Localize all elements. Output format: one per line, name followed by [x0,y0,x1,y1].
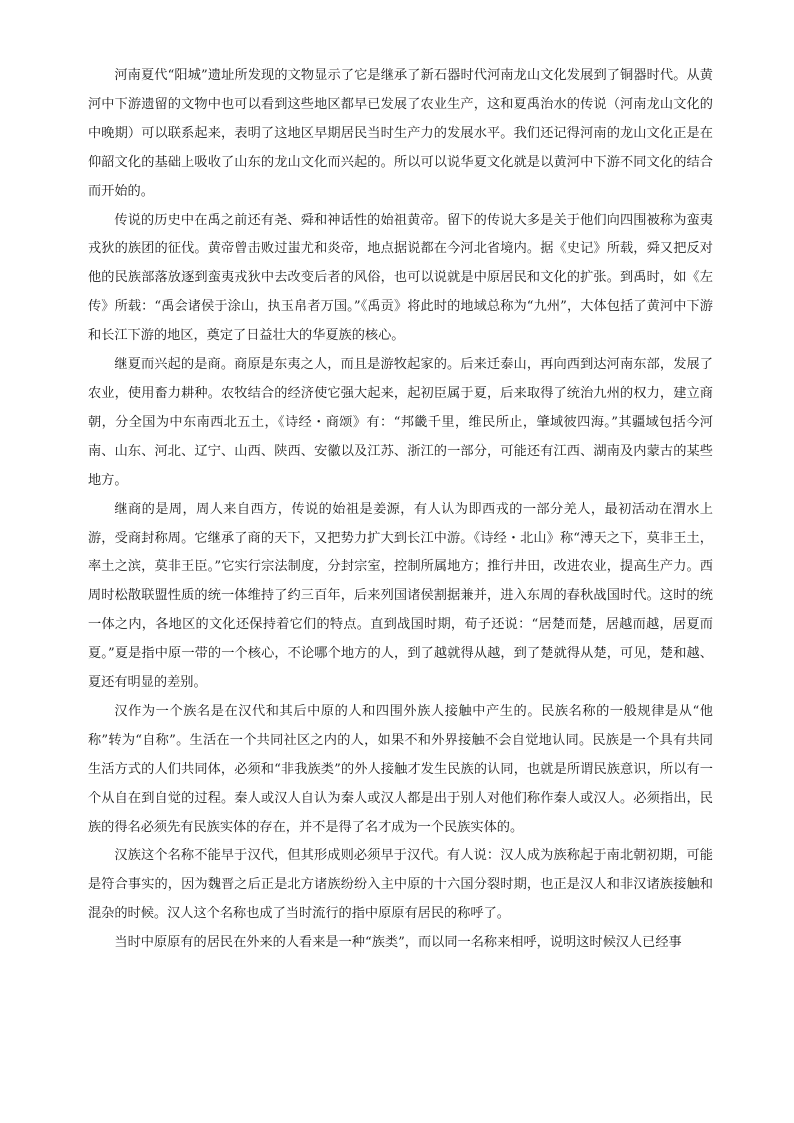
paragraph-3: 继夏而兴起的是商。商原是东夷之人，而且是游牧起家的。后来迁泰山，再向西到达河南东部，发展了农业，使用畜力耕种。农牧结合的经济使它强大起来，起初臣属于夏，后来取得了统治九州的权力，建立商朝，分全国为中东南西北五土，《诗经・商颂》有：“邦畿千里，维民所止，肇域彼四海。”其疆域包括今河南、山东、河北、辽宁、山西、陕西、安徽以及江苏、浙江的一部分，可能还有江西、湖南及内蒙古的某些地方。 [88,357,713,488]
paragraph-7: 当时中原原有的居民在外来的人看来是一种“族类”，而以同一名称来相呼，说明这时候汉人已经事 [114,935,682,951]
document-body [88,62,713,958]
paragraph-4: 继商的是周，周人来自西方，传说的始祖是姜源，有人认为即西戎的一部分羌人，最初活动在渭水上游，受商封称周。它继承了商的天下，又把势力扩大到长江中游。《诗经・北山》称“溥天之下，莫非王土，率土之滨，莫非王臣。”它实行宗法制度，分封宗室，控制所属地方；推行井田，改进农业，提高生产力。西周时松散联盟性质的统一体维持了约三百年，后来列国诸侯割据兼并，进入东周的春秋战国时代。这时的统一体之内，各地区的文化还保持着它们的特点。直到战国时期，荀子还说：“居楚而楚，居越而越，居夏而夏。”夏是指中原一带的一个核心，不论哪个地方的人，到了越就得从越，到了楚就得从楚，可见，楚和越、夏还有明显的差别。 [88,501,713,691]
paragraph-1: 河南夏代“阳城”遗址所发现的文物显示了它是继承了新石器时代河南龙山文化发展到了铜器时代。从黄河中下游遗留的文物中也可以看到这些地区都早已发展了农业生产，这和夏禹治水的传说（河南龙山文化的中晚期）可以联系起来，表明了这地区早期居民当时生产力的发展水平。我们还记得河南的龙山文化正是在仰韶文化的基础上吸收了山东的龙山文化而兴起的。所以可以说华夏文化就是以黄河中下游不同文化的结合而开始的。 [88,68,713,199]
paragraph-6: 汉族这个名称不能早于汉代，但其形成则必须早于汉代。有人说：汉人成为族称起于南北朝初期，可能是符合事实的，因为魏晋之后正是北方诸族纷纷入主中原的十六国分裂时期，也正是汉人和非汉诸族接触和混杂的时候。汉人这个名称也成了当时流行的指中原原有居民的称呼了。 [88,848,713,922]
paragraph-5: 汉作为一个族名是在汉代和其后中原的人和四围外族人接触中产生的。民族名称的一般规律是从“他称”转为“自称”。生活在一个共同社区之内的人，如果不和外界接触不会自觉地认同。民族是一个具有共同生活方式的人们共同体，必须和“非我族类”的外人接触才发生民族的认同，也就是所谓民族意识，所以有一个从自在到自觉的过程。秦人或汉人自认为秦人或汉人都是出于别人对他们称作秦人或汉人。必须指出，民族的得名必须先有民族实体的存在，并不是得了名才成为一个民族实体的。 [88,703,713,835]
paragraph-2: 传说的历史中在禹之前还有尧、舜和神话性的始祖黄帝。留下的传说大多是关于他们向四围被称为蛮夷戎狄的族团的征伐。黄帝曾击败过蚩尤和炎帝，地点据说都在今河北省境内。据《史记》所载，舜又把反对他的民族部落放逐到蛮夷戎狄中去改变后者的风俗，也可以说就是中原居民和文化的扩张。到禹时，如《左传》所载：“禹会诸侯于涂山，执玉帛者万国。”《禹贡》将此时的地域总称为“九州”，大体包括了黄河中下游和长江下游的地区，奠定了日益壮大的华夏族的核心。 [88,212,713,344]
